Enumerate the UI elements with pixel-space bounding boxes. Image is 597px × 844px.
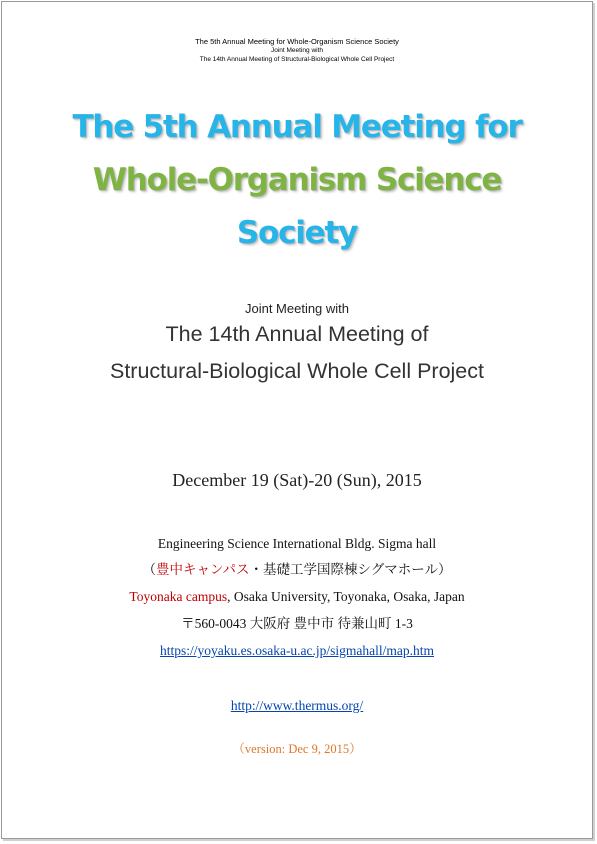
website-link[interactable]: http://www.thermus.org/ (230, 698, 364, 713)
header-line-1: The 5th Annual Meeting for Whole-Organism Science Society (195, 37, 399, 46)
subtitle-line-2: Structural-Biological Whole Cell Project (109, 359, 484, 383)
venue-campus (2, 590, 592, 604)
header-line-2: Joint Meeting with (270, 47, 324, 54)
document-page (1, 1, 593, 839)
jp-campus-name: 豊中キャンパス (155, 562, 250, 577)
jp-open-paren: （ (142, 562, 156, 577)
postal-address: 〒560-0043 大阪府 豊中市 待兼山町 1-3 (181, 616, 413, 631)
venue-japanese (2, 563, 592, 577)
subtitle-line-1: The 14th Annual Meeting of (165, 322, 429, 346)
map-link[interactable]: https://yoyaku.es.osaka-u.ac.jp/sigmahall/map.htm (159, 643, 435, 658)
main-title-line-2: Whole-Organism Science (92, 162, 502, 198)
campus-address: , Osaka University, Toyonaka, Osaka, Japan (227, 589, 465, 604)
main-title-line-3: Society (236, 215, 358, 251)
website-line (2, 699, 592, 713)
main-title-line-1: The 5th Annual Meeting for (72, 109, 522, 145)
joint-meeting-label: Joint Meeting with (244, 301, 350, 316)
version-note: （version: Dec 9, 2015） (232, 742, 362, 756)
venue-building: Engineering Science International Bldg. Sigma hall (157, 536, 437, 551)
header-line-3: The 14th Annual Meeting of Structural-Biological Whole Cell Project (199, 56, 395, 63)
jp-building-name: ・基礎工学国際棟シグマホール） (249, 562, 452, 577)
campus-name: Toyonaka campus (129, 589, 228, 604)
map-link-line (2, 644, 592, 658)
event-date: December 19 (Sat)-20 (Sun), 2015 (172, 470, 422, 490)
